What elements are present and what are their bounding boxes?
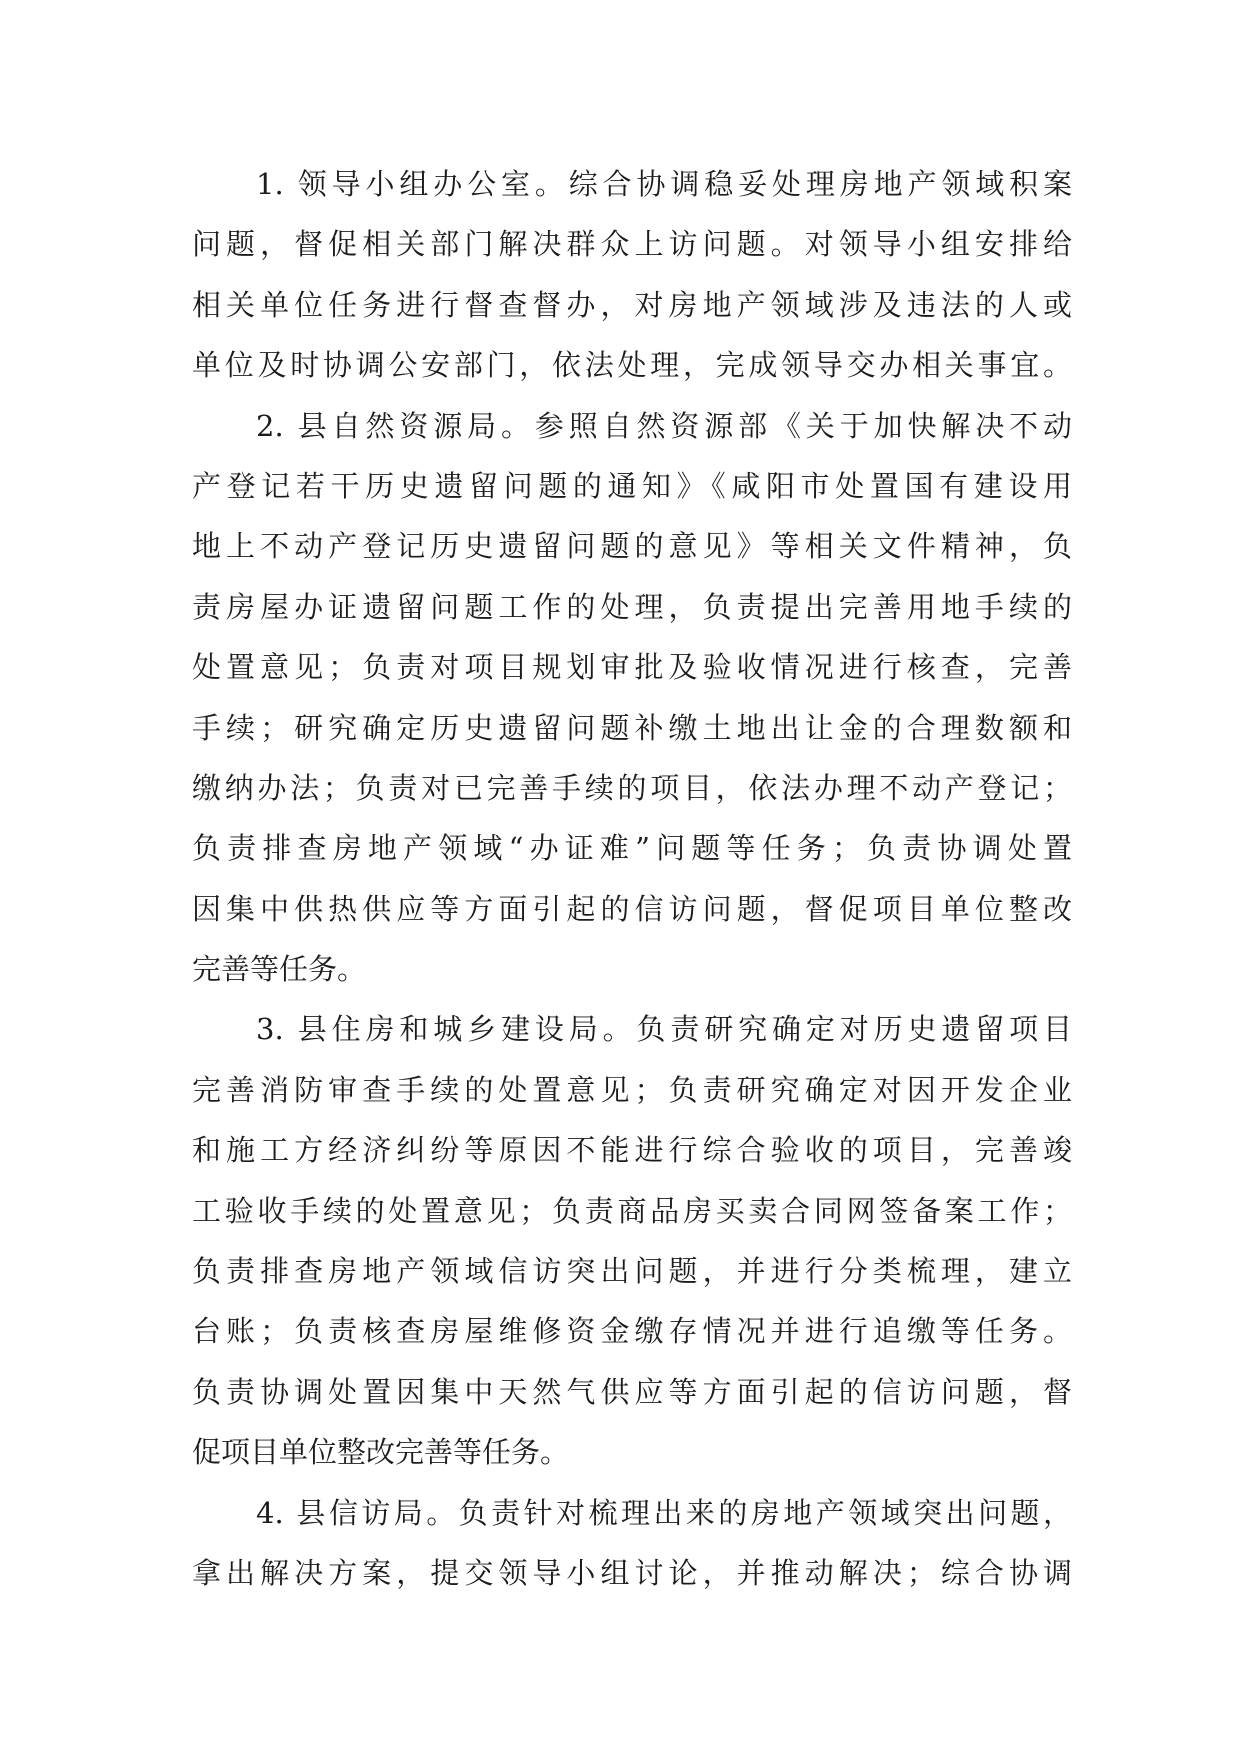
text-line: 台账；负责核查房屋维修资金缴存情况并进行追缴等任务。 [192, 1314, 1072, 1349]
text-line: 处置意见；负责对项目规划审批及验收情况进行核查，完善 [192, 650, 1072, 685]
text-line: 因集中供热供应等方面引起的信访问题，督促项目单位整改 [192, 891, 1072, 926]
text-line: 完善消防审查手续的处置意见；负责研究确定对因开发企业 [192, 1072, 1072, 1107]
text-line: 缴纳办法；负责对已完善手续的项目，依法办理不动产登记； [192, 770, 1072, 805]
text-line: 拿出解决方案，提交领导小组讨论，并推动解决；综合协调 [192, 1555, 1072, 1590]
text-line: 手续；研究确定历史遗留问题补缴土地出让金的合理数额和 [192, 710, 1072, 745]
document-body [192, 154, 1072, 1603]
text-line: 和施工方经济纠纷等原因不能进行综合验收的项目，完善竣 [192, 1133, 1072, 1168]
text-line: 负责排查房地产领域“办证难”问题等任务；负责协调处置 [192, 831, 1072, 866]
text-line: 产登记若干历史遗留问题的通知》《咸阳市处置国有建设用 [192, 468, 1072, 503]
text-line: 负责协调处置因集中天然气供应等方面引起的信访问题，督 [192, 1374, 1072, 1409]
text-line: 问题，督促相关部门解决群众上访问题。对领导小组安排给 [192, 227, 1072, 262]
text-line: 4. 县信访局。负责针对梳理出来的房地产领域突出问题， [256, 1495, 1072, 1530]
text-line: 单位及时协调公安部门，依法处理，完成领导交办相关事宜。 [192, 348, 1072, 383]
text-line: 3. 县住房和城乡建设局。负责研究确定对历史遗留项目 [256, 1012, 1072, 1047]
text-line: 促项目单位整改完善等任务。 [192, 1435, 570, 1470]
text-line: 1. 领导小组办公室。综合协调稳妥处理房地产领域积案 [256, 167, 1072, 201]
paragraph-natural-resources-bureau [192, 396, 1072, 1000]
text-line: 责房屋办证遗留问题工作的处理，负责提出完善用地手续的 [192, 589, 1072, 624]
paragraph-leading-group-office [192, 154, 1072, 396]
text-line: 完善等任务。 [192, 952, 367, 987]
paragraph-petitions-bureau [192, 1483, 1072, 1604]
text-line: 2. 县自然资源局。参照自然资源部《关于加快解决不动 [256, 408, 1072, 443]
text-line: 负责排查房地产领域信访突出问题，并进行分类梳理，建立 [192, 1254, 1072, 1289]
text-line: 地上不动产登记历史遗留问题的意见》等相关文件精神，负 [192, 529, 1072, 564]
paragraph-housing-construction-bureau [192, 999, 1072, 1482]
text-line: 相关单位任务进行督查督办，对房地产领域涉及违法的人或 [192, 287, 1072, 322]
text-line: 工验收手续的处置意见；负责商品房买卖合同网签备案工作； [192, 1193, 1072, 1228]
